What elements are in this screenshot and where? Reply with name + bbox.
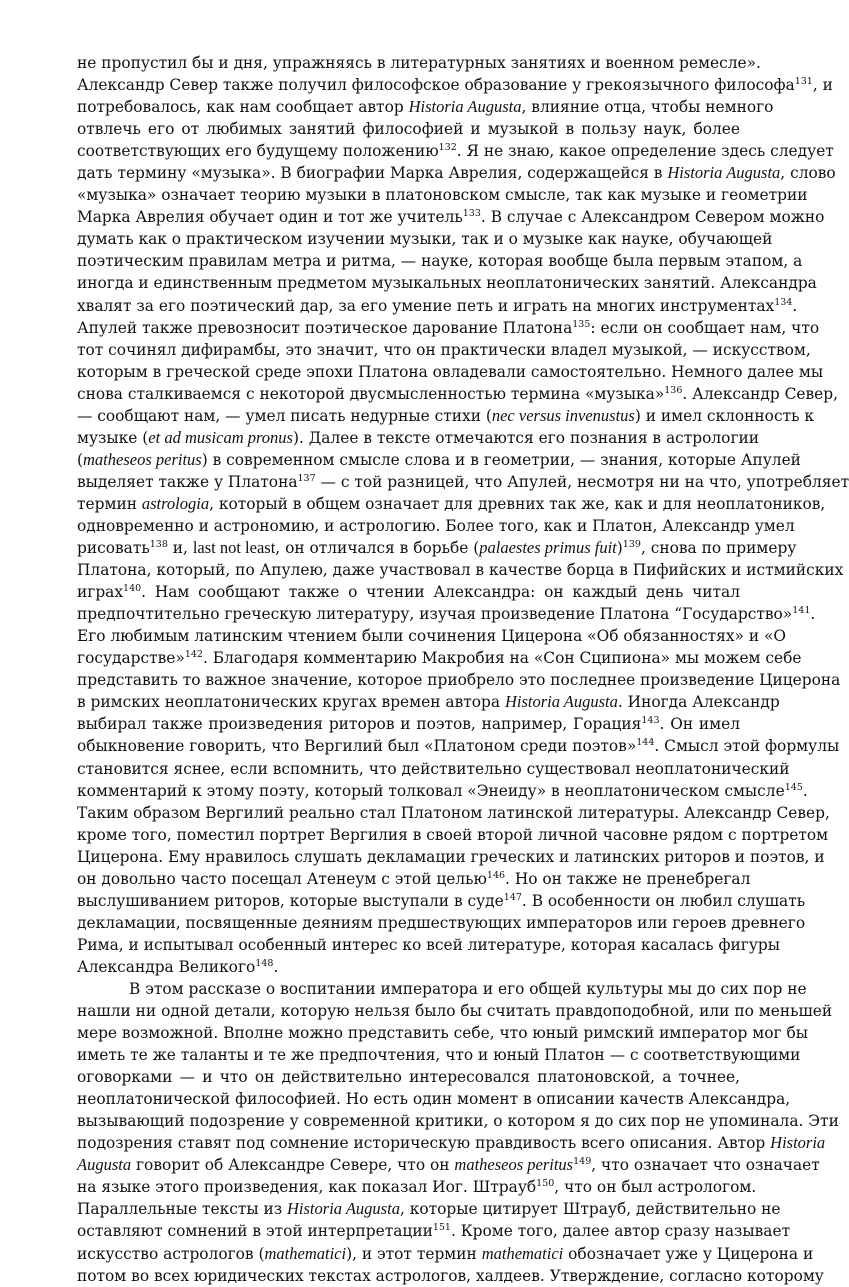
italic-latin-term: mathematici [481, 1243, 564, 1263]
italic-latin-term: et ad musicam pronus [148, 427, 293, 447]
footnote-ref: 145 [784, 781, 803, 793]
text-run: ) [616, 539, 623, 558]
text-run: оставляют сомнений в этой интерпретации [77, 1222, 433, 1241]
text-run: . Смысл этой формулы [654, 737, 840, 756]
footnote-ref: 131 [794, 76, 813, 88]
text-line [77, 625, 787, 647]
text-line [77, 361, 824, 383]
text-run: одновременно и астрономию, и астрологию. Более того, как и Платон, Александр умел [77, 516, 795, 535]
text-run: ) в современном смысле слова и в геометрии, — знания, которые Апулей [201, 450, 801, 469]
text-line [77, 317, 820, 339]
text-run: говорит об Александре Севере, что он [131, 1156, 455, 1175]
italic-latin-term: Historia Augusta [408, 97, 522, 117]
footnote-ref: 151 [432, 1222, 451, 1234]
text-run: . В случае с Александром Севером можно [480, 208, 825, 227]
text-run: ), и этот термин [346, 1244, 482, 1263]
footnote-ref: 134 [774, 296, 793, 308]
text-run: . Кроме того, далее автор сразу называет [450, 1222, 791, 1241]
text-run: поэтическим правилам метра и ритма, — науке, которая вообще была первым этапом, а [77, 252, 803, 271]
footnote-ref: 146 [486, 869, 506, 881]
text-run: потребовалось, как нам сообщает автор [77, 98, 409, 117]
text-run: обозначает уже у Цицерона и [563, 1244, 814, 1263]
latin-phrase: last not least [192, 538, 276, 558]
text-line [77, 603, 816, 625]
text-run: Таким образом Вергилий реально стал Платоном латинской литературы. Александр Север, [77, 803, 830, 822]
text-run: искусство астрологов ( [77, 1244, 265, 1263]
text-run: представить то важное значение, которое приобрело это последнее произведение Цицерона [77, 671, 841, 690]
text-run: играх [77, 583, 124, 602]
text-line [77, 1000, 833, 1022]
text-line [77, 1176, 757, 1198]
text-run: Рима, и испытывал особенный интерес ко всей литературе, которая касалась фигуры [77, 935, 780, 954]
text-run: не пропустил бы и дня, упражняясь в литературных занятиях и военном ремесле». [77, 54, 761, 72]
text-line [77, 956, 740, 978]
text-line [77, 868, 751, 890]
text-run: ( [77, 450, 84, 469]
text-line [77, 427, 760, 449]
text-line [77, 206, 825, 228]
text-run: Цицерона. Ему нравилось слушать декламации греческих и латинских риторов и поэтов, и [77, 847, 825, 866]
text-run: Платона, который, по Апулею, даже участвовал в качестве борца в Пифийских и истмийских [77, 561, 844, 580]
text-line [77, 912, 806, 934]
text-line [77, 118, 740, 140]
footnote-ref: 140 [123, 583, 142, 595]
text-run: , что он был астрологом. [554, 1178, 757, 1197]
italic-latin-term: matheseos peritus [454, 1155, 574, 1175]
text-line [77, 1198, 781, 1220]
text-line [77, 1044, 801, 1066]
italic-latin-term: astrologia [141, 493, 210, 513]
footnote-ref: 136 [664, 384, 683, 396]
text-run: думать как о практическом изучении музыки, так и о музыке как науке, обучающей [77, 230, 773, 249]
text-run: выбирал также произведения риторов и поэтов, например, Горация [77, 715, 642, 734]
text-run: — сообщают нам, — умел писать недурные стихи ( [77, 406, 492, 425]
text-run: ). Далее в тексте отмечаются его познания в астрологии [292, 428, 760, 447]
text-run: обыкновение говорить, что Вергилий был «Платоном среди поэтов» [77, 737, 637, 756]
italic-latin-term: Historia Augusta [667, 163, 781, 183]
text-line [77, 735, 840, 757]
italic-latin-term: nec versus invenustus [491, 405, 635, 425]
text-line [77, 846, 825, 868]
text-run: : если он сообщает нам, что [590, 318, 820, 337]
paragraph [77, 52, 849, 978]
text-run: Александр Север также получил философское образование у грекоязычного философа [77, 76, 795, 95]
text-line [77, 383, 839, 405]
text-line [77, 96, 774, 118]
text-run: на языке этого произведения, как показал Иог. Штрауб [77, 1178, 537, 1197]
text-body [77, 52, 849, 1287]
text-line [77, 780, 808, 802]
text-run: термин [77, 494, 142, 513]
italic-latin-term: mathematici [264, 1243, 347, 1263]
text-run: . [802, 781, 808, 800]
text-run: в римских неоплатонических кругах времен автора [77, 693, 505, 712]
text-run: , который в общем означает для древних так же, как и для неоплатоников, [209, 494, 826, 513]
text-run: , которые цитирует Штрауб, действительно не [399, 1200, 781, 1219]
text-line [77, 802, 830, 824]
text-run: музыке ( [77, 428, 149, 447]
text-run: отвлечь его от любимых занятий философией и музыкой в пользу наук, более [77, 120, 740, 139]
italic-latin-term: matheseos peritus [83, 449, 202, 469]
text-line [77, 691, 780, 713]
text-run: предпочтительно греческую литературу, изучая произведение Платона “Государство» [77, 605, 793, 624]
text-run: Параллельные тексты из [77, 1200, 288, 1219]
text-line [77, 1022, 808, 1044]
footnote-ref: 149 [573, 1156, 592, 1168]
text-line [77, 140, 834, 162]
text-run: дать термину «музыка». В биографии Марка Аврелия, содержащейся в [77, 164, 668, 183]
text-line [77, 559, 844, 581]
text-run: «музыка» означает теорию музыки в платоновском смысле, так как музыке и геометрии [77, 186, 808, 205]
text-run: иметь те же таланты и те же предпочтения, что и юный Платон — с соответствующими [77, 1046, 801, 1065]
text-run: нашли ни одной детали, которую нельзя было бы считать правдоподобной, или по меньшей [77, 1002, 833, 1021]
text-run: . Нам сообщают также о чтении Александра: он каждый день читал [141, 583, 740, 602]
text-line [77, 537, 797, 559]
italic-latin-term: Historia Augusta [287, 1199, 400, 1219]
italic-latin-term: palaestes primus fuit [479, 538, 617, 558]
text-line [77, 405, 814, 427]
text-line [77, 250, 803, 272]
text-run: , и [812, 76, 833, 95]
footnote-ref: 135 [572, 318, 591, 330]
text-run: комментарий к этому поэту, который толковал «Энеиду» в неоплатоническом смысле [77, 781, 785, 800]
text-run: Марка Аврелия обучает один и тот же учитель [77, 208, 463, 227]
text-run: Его любимым латинским чтением были сочинения Цицерона «Об обязанностях» и «О [77, 627, 787, 646]
text-run: . Александр Север, [682, 384, 839, 403]
footnote-ref: 144 [636, 737, 655, 749]
italic-latin-term: Historia [770, 1133, 826, 1153]
text-line [77, 184, 808, 206]
text-run: снова сталкиваемся с некоторой двусмысленностью термина «музыка» [77, 384, 665, 403]
text-line [77, 1088, 791, 1110]
text-run: неоплатонической философией. Но есть один момент в описании качеств Александра, [77, 1090, 791, 1109]
text-line [77, 1066, 740, 1088]
text-run: соответствующих его будущему положению [77, 142, 439, 161]
text-line [77, 581, 740, 603]
text-run: декламации, посвященные деяниям предшествующих императоров или героев древнего [77, 913, 806, 932]
paragraph [77, 978, 839, 1287]
text-run: хвалят за его поэтический дар, за его умение петь и играть на многих инструментах [77, 296, 775, 315]
footnote-ref: 138 [149, 539, 168, 551]
text-line [77, 978, 807, 1000]
text-line [77, 162, 836, 184]
text-run: он довольно часто посещал Атенеум с этой целью [77, 869, 487, 888]
text-run: вызывающий подозрение у современной критики, о котором я до сих пор не упоминала. Эти [77, 1112, 839, 1131]
text-line [77, 471, 849, 493]
text-run: и, [167, 539, 193, 558]
text-line [77, 228, 773, 250]
text-run: , что означает что означает [591, 1156, 820, 1175]
text-line [77, 1110, 839, 1132]
text-run: , снова по примеру [640, 539, 797, 558]
text-run: . В особенности он любил слушать [521, 891, 806, 910]
text-line [77, 669, 841, 691]
text-run: В этом рассказе о воспитании императора и его общей культуры мы до сих пор не [129, 979, 807, 998]
text-line [77, 1220, 791, 1242]
text-line [77, 493, 826, 515]
text-run: — с той разницей, что Апулей, несмотря ни на что, употребляет [315, 472, 849, 491]
text-line [77, 758, 790, 780]
text-run: выслушиванием риторов, которые выступали в суде [77, 891, 504, 910]
text-run: кроме того, поместил портрет Вергилия в своей второй личной часовне рядом с портретом [77, 825, 829, 844]
text-line [77, 647, 802, 669]
text-run: ) и имел склонность к [634, 406, 814, 425]
text-run: , он отличался в борьбе ( [275, 539, 480, 558]
text-run: Апулей также превозносит поэтическое дарование Платона [77, 318, 573, 337]
text-line [77, 934, 780, 956]
text-run: которым в греческой среде эпохи Платона овладевали самостоятельно. Немного далее мы [77, 362, 824, 381]
footnote-ref: 148 [255, 957, 274, 969]
text-run: . [792, 296, 798, 315]
text-run: . Иногда Александр [617, 693, 780, 712]
text-line [77, 1243, 814, 1265]
text-run: , слово [780, 164, 836, 183]
text-run: выделяет также у Платона [77, 472, 298, 491]
text-line [77, 295, 798, 317]
text-line [77, 272, 817, 294]
text-line [77, 1265, 824, 1287]
footnote-ref: 132 [438, 142, 457, 154]
text-run: . [810, 605, 816, 624]
text-line [77, 339, 811, 361]
footnote-ref: 147 [503, 891, 522, 903]
text-run: Александра Великого [77, 957, 256, 976]
text-run: тот сочинял дифирамбы, это значит, что он практически владел музыкой, — искусством, [77, 340, 811, 359]
footnote-ref: 137 [297, 472, 316, 484]
text-run: потом во всех юридических текстах астрологов, халдеев. Утверждение, согласно которому [77, 1266, 824, 1285]
text-run: . Благодаря комментарию Макробия на «Сон Сципиона» мы можем себе [202, 649, 802, 668]
text-run: . Я не знаю, какое определение здесь следует [456, 142, 834, 161]
footnote-ref: 142 [184, 649, 203, 661]
text-run: . Он имел [659, 715, 741, 734]
text-line [77, 890, 806, 912]
text-line [77, 824, 829, 846]
text-run: становится яснее, если вспомнить, что действительно существовал неоплатонический [77, 759, 790, 778]
text-run: иногда и единственным предметом музыкальных неоплатонических занятий. Александра [77, 274, 817, 293]
text-run: мере возможной. Вполне можно представить себе, что юный римский император мог бы [77, 1024, 808, 1043]
text-run: , влияние отца, чтобы немного [521, 98, 774, 117]
text-line [77, 449, 801, 471]
italic-latin-term: Historia Augusta [504, 692, 618, 712]
text-line [77, 713, 740, 735]
text-run: рисовать [77, 539, 150, 558]
footnote-ref: 141 [792, 605, 811, 617]
footnote-ref: 143 [641, 715, 660, 727]
text-run: . [273, 957, 279, 976]
text-line [77, 74, 833, 96]
footnote-ref: 139 [622, 539, 641, 551]
text-run: подозрения ставят под сомнение историческую правдивость всего описания. Автор [77, 1134, 771, 1153]
footnote-ref: 133 [462, 208, 481, 220]
text-run: оговорками — и что он действительно интересовался платоновской, а точнее, [77, 1068, 740, 1087]
footnote-ref: 150 [536, 1178, 555, 1190]
text-run: государстве» [77, 649, 185, 668]
text-line [77, 52, 761, 74]
text-run: . Но он также не пренебрегал [505, 869, 751, 888]
text-line [77, 1132, 826, 1154]
text-line [77, 1154, 820, 1176]
italic-latin-term: Augusta [77, 1155, 132, 1175]
text-line [77, 515, 795, 537]
